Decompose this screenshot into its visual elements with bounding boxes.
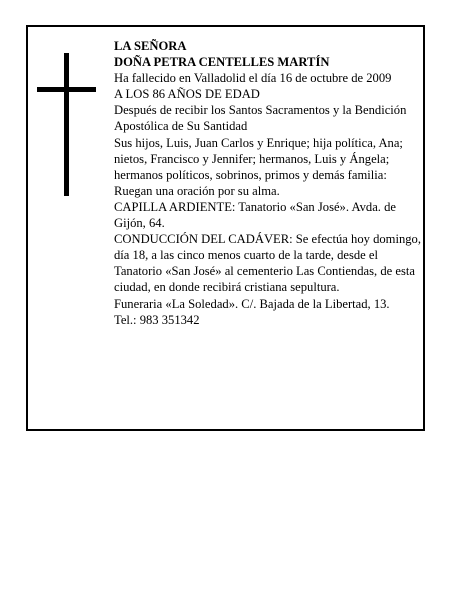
- notice-title: LA SEÑORA: [114, 39, 187, 53]
- sacraments-line: Después de recibir los Santos Sacramentos y la Bendición Apostólica de Su Santidad: [114, 103, 407, 134]
- obituary-text: [114, 38, 424, 328]
- cross-horizontal-bar: [37, 87, 96, 92]
- chapel-line: CAPILLA ARDIENTE: Tanatorio «San José». Avda. de Gijón, 64.: [114, 199, 396, 231]
- family-line: Sus hijos, Luis, Juan Carlos y Enrique; hija política, Ana; nietos, Francisco y Jennifer; hermanos, Luis y Ángela; hermanos políticos, sobrinos, primos y demás familia:: [114, 135, 403, 182]
- funeral-home-line: Funeraria «La Soledad». C/. Bajada de la Libertad, 13.: [114, 296, 390, 311]
- procession-line: CONDUCCIÓN DEL CADÁVER: Se efectúa hoy domingo, día 18, a las cinco menos cuarto de la tarde, desde el Tanatorio «San José» al cementerio Las Contiendas, de esta ciudad, en donde recibirá cristiana sepultura.: [114, 232, 421, 295]
- age-line: A LOS 86 AÑOS DE EDAD: [114, 87, 260, 102]
- cross-vertical-bar: [64, 53, 69, 196]
- deceased-name: DOÑA PETRA CENTELLES MARTÍN: [114, 55, 330, 70]
- phone-line: Tel.: 983 351342: [114, 312, 200, 327]
- death-date-line: Ha fallecido en Valladolid el día 16 de octubre de 2009: [114, 71, 392, 86]
- prayer-line: Ruegan una oración por su alma.: [114, 183, 280, 198]
